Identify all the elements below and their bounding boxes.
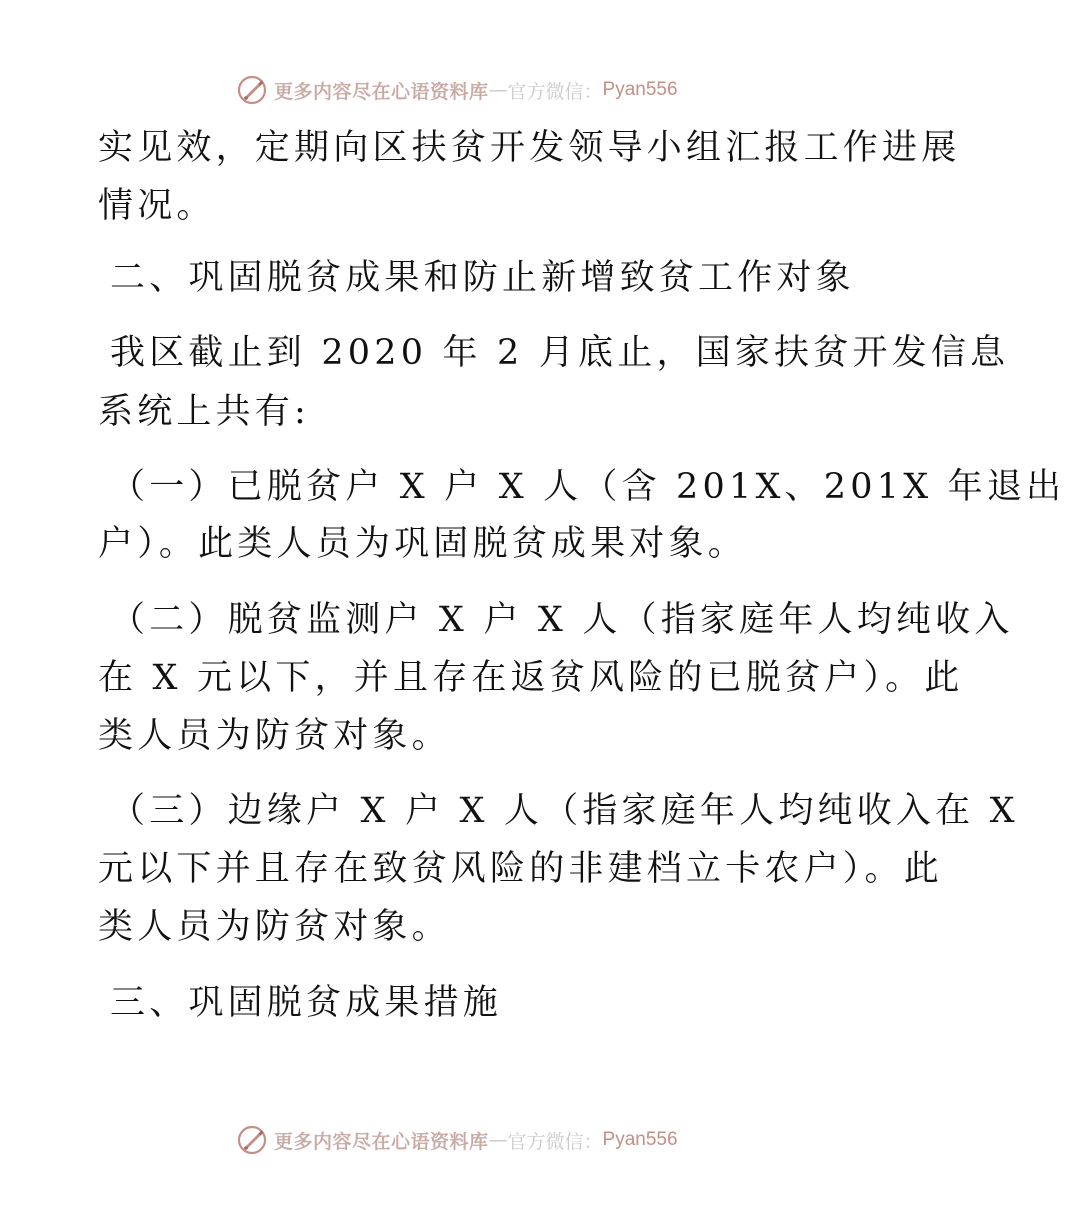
text-line: （一）已脱贫户 X 户 X 人（含 201X、201X 年退出: [110, 467, 1065, 507]
text-line: 在 X 元以下，并且存在返贫风险的已脱贫户）。此: [98, 658, 964, 698]
watermark-separator: —: [488, 79, 508, 101]
header-watermark: [236, 72, 756, 108]
watermark-text: 更多内容尽在心语资料库: [274, 1130, 489, 1153]
watermark-separator: —: [488, 1129, 508, 1151]
text-line: 实见效，定期向区扶贫开发领导小组汇报工作进展: [98, 128, 961, 168]
text-line: 我区截止到 2020 年 2 月底止，国家扶贫开发信息: [110, 333, 1010, 373]
text-line: （二）脱贫监测户 X 户 X 人（指家庭年人均纯收入: [110, 600, 1014, 640]
text-line: 类人员为防贫对象。: [98, 716, 451, 756]
text-line: 户）。此类人员为巩固脱贫成果对象。: [98, 524, 747, 564]
text-line: 元以下并且存在致贫风险的非建档立卡农户）。此: [98, 849, 943, 889]
section-heading: 二、巩固脱贫成果和防止新增致贫工作对象: [110, 258, 855, 298]
watermark-wechat-id: Pyan556: [602, 1129, 678, 1150]
watermark-wechat-label: 官方微信：: [507, 80, 603, 103]
footer-watermark: [236, 1122, 756, 1158]
watermark-wechat-id: Pyan556: [602, 79, 678, 100]
text-line: 情况。: [98, 186, 216, 226]
watermark-text: 更多内容尽在心语资料库: [274, 80, 489, 103]
watermark-wechat-label: 官方微信：: [507, 1130, 603, 1153]
quill-logo-icon: [236, 74, 268, 106]
text-line: 类人员为防贫对象。: [98, 907, 451, 947]
section-heading: 三、巩固脱贫成果措施: [110, 983, 503, 1023]
quill-logo-icon: [236, 1124, 268, 1156]
text-line: 系统上共有:: [98, 392, 310, 432]
text-line: （三）边缘户 X 户 X 人（指家庭年人均纯收入在 X: [110, 791, 1019, 831]
